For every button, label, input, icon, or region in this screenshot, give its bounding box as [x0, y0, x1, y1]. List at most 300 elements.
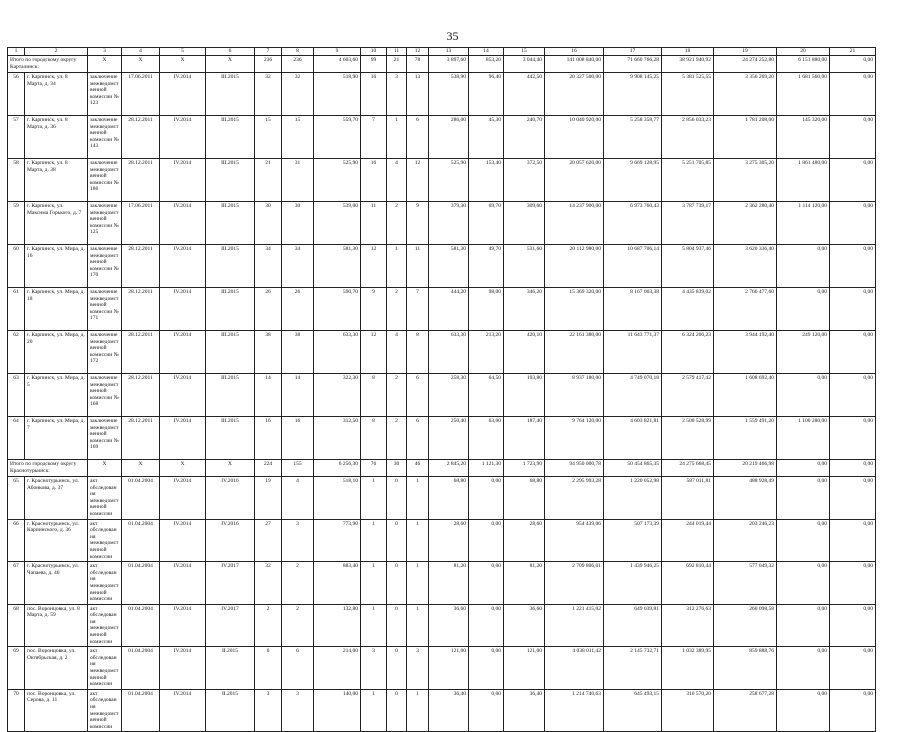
- table-cell: IV.2017: [206, 604, 255, 647]
- table-cell: III.2015: [206, 331, 255, 374]
- table-cell: 2: [387, 202, 407, 245]
- table-cell: 1 214 740,63: [545, 689, 604, 732]
- table-cell: 0: [387, 647, 407, 690]
- table-cell: 0,00: [469, 562, 504, 605]
- table-cell: 13: [407, 73, 429, 116]
- table-cell: 32: [255, 73, 282, 116]
- document-cell: заключение межведомственной комиссии № 123: [88, 73, 122, 116]
- table-cell: 312,50: [314, 417, 361, 460]
- table-cell: II.2015: [206, 647, 255, 690]
- table-cell: 14: [255, 374, 282, 417]
- table-cell: 1 559 491,20: [714, 417, 777, 460]
- table-body: [8, 48, 876, 732]
- table-cell: IV.2014: [160, 331, 206, 374]
- column-number-cell: 12: [407, 48, 429, 56]
- table-cell: 16: [255, 417, 282, 460]
- table-cell: 1: [387, 116, 407, 159]
- total-cell: 3 044,40: [504, 56, 545, 73]
- table-cell: 0,00: [777, 689, 830, 732]
- table-cell: 01.04.2004: [122, 689, 160, 732]
- table-row: [8, 331, 876, 374]
- document-cell: заключение межведомственной комиссии № 143: [88, 116, 122, 159]
- table-cell: 6 973 760,43: [604, 202, 662, 245]
- table-cell: 20 112 980,00: [545, 245, 604, 288]
- table-cell: 81,20: [429, 562, 469, 605]
- table-cell: 34: [255, 245, 282, 288]
- table-cell: 1 781 208,00: [714, 116, 777, 159]
- total-row: [8, 56, 876, 73]
- document-cell: заключение межведомственной комиссии № 125: [88, 202, 122, 245]
- table-cell: 1: [407, 604, 429, 647]
- table-cell: 4 435 839,02: [662, 288, 714, 331]
- table-cell: 9: [407, 202, 429, 245]
- table-cell: 32: [255, 562, 282, 605]
- table-row: [8, 202, 876, 245]
- table-cell: 0,00: [830, 159, 876, 202]
- table-cell: 20 327 500,00: [545, 73, 604, 116]
- column-number-cell: 6: [206, 48, 255, 56]
- table-cell: 507 173,39: [604, 519, 662, 562]
- table-cell: 1 220 052,98: [604, 477, 662, 520]
- table-cell: 9 764 120,00: [545, 417, 604, 460]
- table-cell: III.2015: [206, 73, 255, 116]
- table-cell: 954 439,06: [545, 519, 604, 562]
- table-cell: 01.04.2004: [122, 519, 160, 562]
- address-cell: г. Краснотурьинск, ул. Карпинского, д. 36: [25, 519, 88, 562]
- table-cell: 286,00: [429, 116, 469, 159]
- table-cell: 4 603 821,81: [604, 417, 662, 460]
- address-cell: г. Краснотурьинск, ул. Абонкова, д. 37: [25, 477, 88, 520]
- table-row: [8, 288, 876, 331]
- column-number-cell: 16: [545, 48, 604, 56]
- table-cell: 518,90: [314, 73, 361, 116]
- table-cell: 01.04.2004: [122, 604, 160, 647]
- housing-table-sheet: [7, 47, 875, 732]
- table-cell: 6: [407, 417, 429, 460]
- table-cell: 6: [255, 647, 282, 690]
- table-cell: 2 362 280,40: [714, 202, 777, 245]
- table-cell: IV.2014: [160, 159, 206, 202]
- table-cell: 01.04.2004: [122, 562, 160, 605]
- table-cell: 2 579 417,42: [662, 374, 714, 417]
- table-cell: 145 320,00: [777, 116, 830, 159]
- table-cell: IV.2014: [160, 604, 206, 647]
- address-cell: г. Карпинск, ул. Мира, д. 18: [25, 288, 88, 331]
- table-cell: 250,40: [429, 417, 469, 460]
- table-cell: 1 100 280,00: [777, 417, 830, 460]
- table-cell: 0,00: [777, 245, 830, 288]
- column-number-cell: 8: [282, 48, 314, 56]
- address-cell: г. Карпинск, ул. 8 Марта, д. 34: [25, 73, 88, 116]
- total-cell: Х: [88, 56, 122, 73]
- column-number-cell: 13: [429, 48, 469, 56]
- table-cell: 1 861 480,00: [777, 159, 830, 202]
- table-cell: 0,00: [777, 288, 830, 331]
- table-cell: 6: [407, 374, 429, 417]
- table-cell: 2: [282, 604, 314, 647]
- table-cell: 12: [361, 245, 387, 288]
- table-cell: III.2015: [206, 288, 255, 331]
- table-cell: IV.2014: [160, 477, 206, 520]
- table-cell: 56: [8, 73, 25, 116]
- table-cell: 444,20: [429, 288, 469, 331]
- table-cell: 0: [387, 477, 407, 520]
- table-cell: 3 787 739,17: [662, 202, 714, 245]
- document-cell: акт обследования межведомственной комиссии: [88, 689, 122, 732]
- table-cell: III.2015: [206, 245, 255, 288]
- table-cell: III.2015: [206, 116, 255, 159]
- column-number-cell: 5: [160, 48, 206, 56]
- table-cell: 488 928,49: [714, 477, 777, 520]
- table-cell: 9: [361, 288, 387, 331]
- document-cell: заключение межведомственной комиссии № 168: [88, 374, 122, 417]
- table-cell: 0,00: [777, 519, 830, 562]
- table-cell: 0,00: [830, 116, 876, 159]
- table-cell: 22 161 380,00: [545, 331, 604, 374]
- total-cell: 24 274 252,80: [714, 56, 777, 73]
- table-row: [8, 116, 876, 159]
- table-cell: 38: [255, 331, 282, 374]
- address-cell: г. Карпинск, ул. 8 Марта, д. 36: [25, 116, 88, 159]
- table-cell: 581,30: [429, 245, 469, 288]
- total-cell: 0,00: [777, 460, 830, 477]
- address-cell: пос. Воронцовка, ул. Октябрьская, д. 2: [25, 647, 88, 690]
- column-number-cell: 3: [88, 48, 122, 56]
- table-cell: 2: [282, 562, 314, 605]
- table-cell: 38: [282, 331, 314, 374]
- table-cell: 26: [282, 288, 314, 331]
- total-cell: 853,20: [469, 56, 504, 73]
- table-cell: 2 709 806,01: [545, 562, 604, 605]
- table-cell: 4: [387, 159, 407, 202]
- table-row: [8, 73, 876, 116]
- table-cell: 0,00: [830, 562, 876, 605]
- table-cell: 539,00: [314, 202, 361, 245]
- table-cell: 6: [407, 116, 429, 159]
- column-number-cell: 9: [314, 48, 361, 56]
- table-cell: 1 221 415,02: [545, 604, 604, 647]
- address-cell: пос. Воронцовка, ул. Серова, д. 11: [25, 689, 88, 732]
- table-cell: 6 324 206,23: [662, 331, 714, 374]
- table-cell: 3 275 305,20: [714, 159, 777, 202]
- table-cell: 68,80: [504, 477, 545, 520]
- table-cell: 420,10: [504, 331, 545, 374]
- table-cell: 203 246,23: [714, 519, 777, 562]
- table-cell: 310 570,20: [662, 689, 714, 732]
- table-cell: 0,00: [830, 689, 876, 732]
- total-cell: 50 454 865,35: [604, 460, 662, 477]
- table-row: [8, 604, 876, 647]
- table-cell: 36,60: [504, 604, 545, 647]
- table-cell: IV.2014: [160, 562, 206, 605]
- table-cell: 346,20: [504, 288, 545, 331]
- column-number-cell: 2: [25, 48, 88, 56]
- table-cell: 0,00: [777, 562, 830, 605]
- total-cell: 0,00: [830, 460, 876, 477]
- table-cell: 883,40: [314, 562, 361, 605]
- table-cell: 10 040 920,00: [545, 116, 604, 159]
- total-cell: 4 603,60: [314, 56, 361, 73]
- total-cell: 3 897,60: [429, 56, 469, 73]
- table-cell: 49,70: [469, 245, 504, 288]
- table-cell: 98,00: [469, 288, 504, 331]
- table-cell: 2 145 732,71: [604, 647, 662, 690]
- page-number: 35: [446, 29, 459, 43]
- table-cell: 0,00: [830, 73, 876, 116]
- table-cell: 140,00: [314, 689, 361, 732]
- table-cell: 66: [8, 519, 25, 562]
- table-cell: 442,50: [504, 73, 545, 116]
- table-cell: 36,40: [429, 689, 469, 732]
- table-cell: 1: [407, 689, 429, 732]
- table-cell: 17.06.2011: [122, 73, 160, 116]
- total-cell: Х: [206, 56, 255, 73]
- table-cell: 68: [8, 604, 25, 647]
- table-cell: IV.2014: [160, 519, 206, 562]
- housing-relocation-table: [7, 47, 876, 732]
- table-cell: 7: [361, 116, 387, 159]
- table-cell: 3 356 269,20: [714, 73, 777, 116]
- table-cell: 30: [255, 202, 282, 245]
- total-row: [8, 460, 876, 477]
- address-cell: г. Карпинск, ул. Мира, д. 7: [25, 417, 88, 460]
- table-cell: 649 039,81: [604, 604, 662, 647]
- table-cell: 1 608 692,40: [714, 374, 777, 417]
- table-cell: 260 098,58: [714, 604, 777, 647]
- table-cell: 6: [282, 647, 314, 690]
- document-cell: заключение межведомственной комиссии № 169: [88, 417, 122, 460]
- table-cell: IV.2014: [160, 374, 206, 417]
- table-cell: 2: [387, 288, 407, 331]
- total-cell: 224: [255, 460, 282, 477]
- table-cell: 518,10: [314, 477, 361, 520]
- table-cell: 1 439 946,25: [604, 562, 662, 605]
- total-cell: Х: [122, 460, 160, 477]
- table-cell: 121,00: [429, 647, 469, 690]
- table-cell: 3 944 192,40: [714, 331, 777, 374]
- table-cell: 15: [282, 116, 314, 159]
- table-cell: 0,00: [830, 245, 876, 288]
- table-cell: 59: [8, 202, 25, 245]
- document-cell: акт обследования межведомственной комиссии: [88, 477, 122, 520]
- table-cell: 1: [407, 519, 429, 562]
- address-cell: г. Карпинск, ул. Мира, д. 20: [25, 331, 88, 374]
- table-cell: 28.12.2011: [122, 116, 160, 159]
- table-cell: IV.2014: [160, 288, 206, 331]
- table-cell: 96,40: [469, 73, 504, 116]
- table-row: [8, 519, 876, 562]
- table-cell: 4 749 070,18: [604, 374, 662, 417]
- table-cell: III.2015: [206, 417, 255, 460]
- total-cell: 38 921 940,92: [662, 56, 714, 73]
- table-cell: 1: [361, 477, 387, 520]
- address-cell: г. Карпинск, ул. Мира, д. 5: [25, 374, 88, 417]
- address-cell: г. Карпинск, ул. 8 Марта, д. 38: [25, 159, 88, 202]
- column-number-cell: 4: [122, 48, 160, 56]
- table-cell: 0,00: [469, 477, 504, 520]
- table-cell: 3: [282, 519, 314, 562]
- table-cell: 538,90: [429, 73, 469, 116]
- table-cell: 8: [361, 374, 387, 417]
- table-cell: IV.2016: [206, 519, 255, 562]
- table-cell: 57: [8, 116, 25, 159]
- total-cell: 0,00: [830, 56, 876, 73]
- table-cell: 244 019,44: [662, 519, 714, 562]
- total-cell: 46: [407, 460, 429, 477]
- column-number-cell: 17: [604, 48, 662, 56]
- table-cell: IV.2016: [206, 477, 255, 520]
- document-cell: заключение межведомственной комиссии № 170: [88, 245, 122, 288]
- table-cell: 249 120,00: [777, 331, 830, 374]
- total-cell: 2 845,20: [429, 460, 469, 477]
- column-number-cell: 10: [361, 48, 387, 56]
- table-cell: 70: [8, 689, 25, 732]
- table-cell: 28.12.2011: [122, 417, 160, 460]
- table-cell: IV.2014: [160, 417, 206, 460]
- table-cell: 28,60: [429, 519, 469, 562]
- table-cell: 34: [282, 245, 314, 288]
- table-cell: 8 937 180,00: [545, 374, 604, 417]
- table-cell: 8: [407, 331, 429, 374]
- document-cell: заключение межведомственной комиссии № 186: [88, 159, 122, 202]
- table-cell: 0,00: [469, 519, 504, 562]
- table-cell: 01.04.2004: [122, 647, 160, 690]
- table-cell: 581,30: [314, 245, 361, 288]
- table-cell: 28.12.2011: [122, 331, 160, 374]
- table-cell: 187,40: [504, 417, 545, 460]
- table-cell: 62: [8, 331, 25, 374]
- table-cell: 153,40: [469, 159, 504, 202]
- table-cell: 7: [407, 288, 429, 331]
- total-cell: Х: [160, 460, 206, 477]
- address-cell: пос. Воронцовка, ул. 8 Марта, д. 59: [25, 604, 88, 647]
- table-cell: 28.12.2011: [122, 374, 160, 417]
- column-number-row: [8, 48, 876, 56]
- table-cell: 193,80: [504, 374, 545, 417]
- total-cell: 236: [282, 56, 314, 73]
- table-cell: 0: [387, 519, 407, 562]
- address-cell: г. Карпинск, ул. Мира, д. 16: [25, 245, 88, 288]
- table-cell: 240,70: [504, 116, 545, 159]
- table-cell: 309,60: [504, 202, 545, 245]
- table-cell: 17.06.2011: [122, 202, 160, 245]
- table-cell: 31: [282, 159, 314, 202]
- table-cell: 3: [407, 647, 429, 690]
- table-cell: 0,00: [777, 647, 830, 690]
- table-cell: 64: [8, 417, 25, 460]
- table-cell: 0,00: [777, 477, 830, 520]
- table-cell: 0: [387, 562, 407, 605]
- table-cell: 1: [407, 562, 429, 605]
- table-cell: 63: [8, 374, 25, 417]
- total-cell: 71 660 766,28: [604, 56, 662, 73]
- table-row: [8, 374, 876, 417]
- table-cell: 61: [8, 288, 25, 331]
- table-cell: 16: [361, 73, 387, 116]
- table-cell: 5 381 525,55: [662, 73, 714, 116]
- total-cell: 1 121,30: [469, 460, 504, 477]
- table-cell: 525,90: [429, 159, 469, 202]
- table-cell: 0: [387, 604, 407, 647]
- table-cell: 0: [387, 689, 407, 732]
- table-cell: 1: [407, 477, 429, 520]
- table-cell: 19: [255, 477, 282, 520]
- column-number-cell: 1: [8, 48, 25, 56]
- table-cell: 258 677,28: [714, 689, 777, 732]
- column-number-cell: 19: [714, 48, 777, 56]
- table-cell: 372,50: [504, 159, 545, 202]
- table-cell: 16: [282, 417, 314, 460]
- table-cell: 12: [361, 331, 387, 374]
- total-cell: Х: [88, 460, 122, 477]
- table-cell: IV.2014: [160, 116, 206, 159]
- table-cell: 312 276,63: [662, 604, 714, 647]
- column-number-cell: 20: [777, 48, 830, 56]
- table-cell: 65: [8, 477, 25, 520]
- table-cell: 4: [282, 477, 314, 520]
- total-cell: Х: [160, 56, 206, 73]
- document-cell: акт обследования межведомственной комиссии: [88, 562, 122, 605]
- total-cell: 236: [255, 56, 282, 73]
- table-cell: 28.12.2011: [122, 288, 160, 331]
- table-cell: 0,00: [830, 647, 876, 690]
- column-number-cell: 21: [830, 48, 876, 56]
- table-cell: 2 500 528,99: [662, 417, 714, 460]
- table-cell: 14: [282, 374, 314, 417]
- table-cell: 1 681 560,00: [777, 73, 830, 116]
- table-cell: 692 810,44: [662, 562, 714, 605]
- table-cell: 58: [8, 159, 25, 202]
- table-cell: IV.2014: [160, 245, 206, 288]
- total-cell: 30: [387, 460, 407, 477]
- table-cell: IV.2014: [160, 202, 206, 245]
- table-cell: 27: [255, 519, 282, 562]
- table-cell: 45,30: [469, 116, 504, 159]
- table-cell: 32: [282, 73, 314, 116]
- table-cell: 2: [387, 374, 407, 417]
- table-cell: 2 295 993,28: [545, 477, 604, 520]
- table-cell: 0,00: [830, 604, 876, 647]
- table-cell: 81,20: [504, 562, 545, 605]
- table-row: [8, 245, 876, 288]
- table-cell: 633,30: [314, 331, 361, 374]
- table-row: [8, 647, 876, 690]
- table-cell: 28.12.2011: [122, 159, 160, 202]
- table-cell: 0,00: [469, 689, 504, 732]
- table-cell: 559,70: [314, 116, 361, 159]
- total-cell: 141 008 840,00: [545, 56, 604, 73]
- table-cell: 3 620 336,40: [714, 245, 777, 288]
- table-cell: 12: [407, 159, 429, 202]
- table-cell: 15 369 320,00: [545, 288, 604, 331]
- table-cell: 587 011,81: [662, 477, 714, 520]
- table-cell: 0,00: [469, 604, 504, 647]
- total-cell: 20 219 466,98: [714, 460, 777, 477]
- table-cell: 859 888,76: [714, 647, 777, 690]
- table-cell: 60: [8, 245, 25, 288]
- table-cell: 9 908 145,25: [604, 73, 662, 116]
- table-cell: IV.2014: [160, 689, 206, 732]
- table-cell: 5 258 358,77: [604, 116, 662, 159]
- column-number-cell: 18: [662, 48, 714, 56]
- total-cell: 155: [282, 460, 314, 477]
- table-cell: II.2015: [206, 689, 255, 732]
- table-cell: 0,00: [830, 519, 876, 562]
- table-cell: 11: [361, 202, 387, 245]
- table-cell: 132,80: [314, 604, 361, 647]
- table-cell: 30: [282, 202, 314, 245]
- total-cell: Х: [122, 56, 160, 73]
